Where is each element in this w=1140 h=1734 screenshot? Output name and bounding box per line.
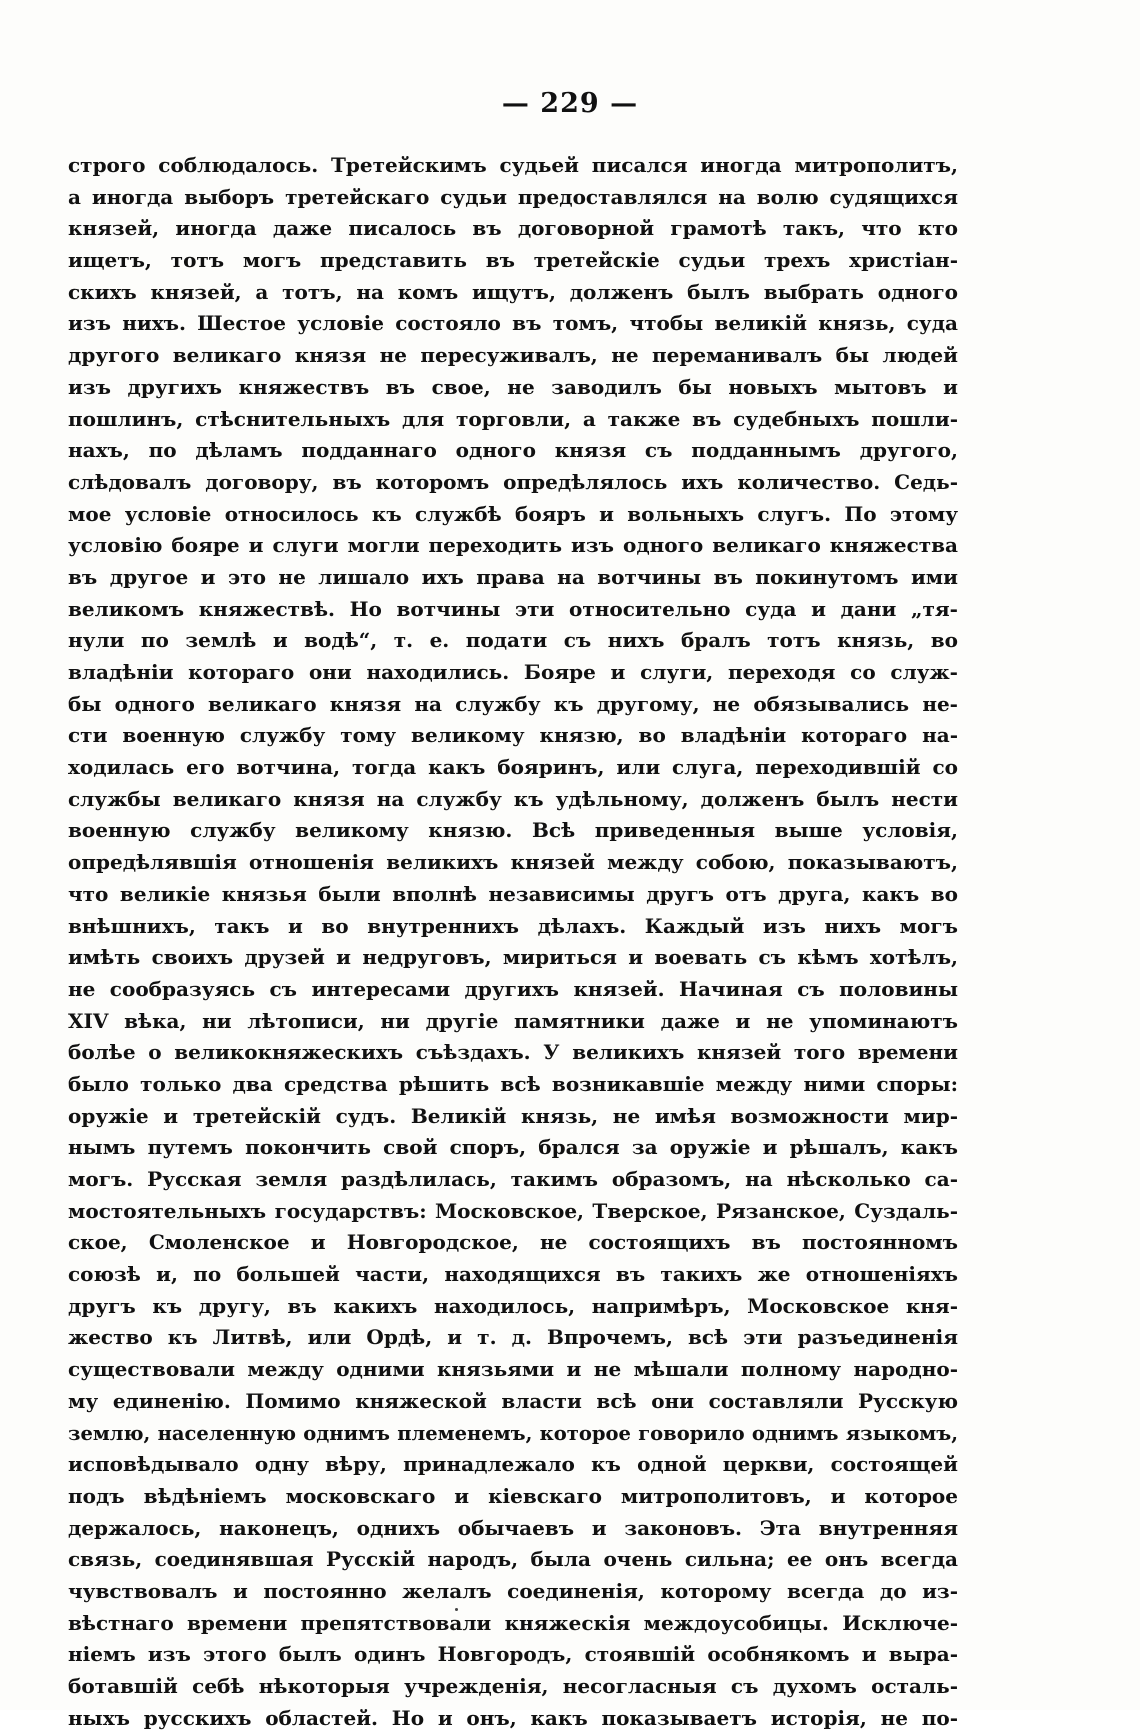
text-line: чувствовалъ и постоянно желалъ соединенія, которому всегда до из- [68,1578,958,1603]
text-line: другъ къ другу, въ какихъ находилось, напримѣръ, Московское кня- [68,1293,958,1318]
text-line: пошлинъ, стѣснительныхъ для торговли, а также въ судебныхъ пошли- [68,406,958,431]
text-line: существовали между одними князьями и не мѣшали полному народно- [68,1357,958,1382]
text-line: ніемъ изъ этого былъ одинъ Новгородъ, стоявшій особнякомъ и выра- [68,1642,958,1667]
text-line: болѣе о великокняжескихъ съѣздахъ. У великихъ князей того времени [68,1040,958,1065]
text-line: сти военную службу тому великому князю, во владѣніи котораго на- [68,723,958,748]
text-line: службы великаго князя на службу къ удѣльному, долженъ былъ нести [68,786,958,811]
text-line: ходилась его вотчина, тогда какъ бояринъ, или слуга, переходившій со [68,755,958,780]
text-line: что великіе князья были вполнѣ независимы другъ отъ друга, какъ во [68,881,958,906]
text-line: не сообразуясь съ интересами другихъ князей. Начиная съ половины [68,976,958,1001]
text-line: въ другое и это не лишало ихъ права на вотчины въ покинутомъ ими [68,564,958,589]
text-line: строго соблюдалось. Третейскимъ судьей писался иногда митрополитъ, [68,153,958,177]
page-number: — 229 — [501,88,639,119]
text-line: внѣшнихъ, такъ и во внутреннихъ дѣлахъ. Каждый изъ нихъ могъ [68,913,958,938]
text-line: ское, Смоленское и Новгородское, не состоящихъ въ постоянномъ [68,1230,958,1255]
text-line: бы одного великаго князя на службу къ другому, не обязывались не- [68,691,958,716]
text-line: опредѣлявшія отношенія великихъ князей между собою, показываютъ, [68,850,958,875]
text-line: связь, соединявшая Русскій народъ, была очень сильна; ее онъ всегда [68,1547,958,1572]
print-speck [455,1608,458,1611]
text-line: а иногда выборъ третейскаго судьи предоставлялся на волю судящихся [68,184,958,209]
text-line: землю, населенную однимъ племенемъ, которое говорило однимъ языкомъ, [68,1421,958,1445]
text-line: ищетъ, тотъ могъ представить въ третейскіе судьи трехъ христіан- [68,248,958,273]
text-line: нахъ, по дѣламъ подданнаго одного князя съ подданнымъ другого, [68,438,958,463]
text-line: изъ нихъ. Шестое условіе состояло въ томъ, чтобы великій князь, суда [68,311,958,336]
text-line: исповѣдывало одну вѣру, принадлежало къ одной церкви, состоящей [68,1452,958,1477]
text-line: му единенію. Помимо княжеской власти всѣ они составляли Русскую [68,1388,958,1413]
text-line: владѣніи котораго они находились. Бояре и слуги, переходя со служ- [68,660,958,684]
text-line: нымъ путемъ покончить свой споръ, брался за оружіе и рѣшалъ, какъ [68,1135,958,1160]
text-line: было только два средства рѣшить всѣ возникавшіе между ними споры: [68,1071,958,1096]
text-line: ныхъ русскихъ областей. Но и онъ, какъ показываетъ исторія, не по- [68,1705,958,1730]
text-line: подъ вѣдѣніемъ московскаго и кіевскаго митрополитовъ, и которое [68,1483,958,1508]
text-line: другого великаго князя не пересуживалъ, не переманивалъ бы людей [68,343,958,368]
text-line: скихъ князей, а тотъ, на комъ ищутъ, долженъ былъ выбрать одного [68,279,958,304]
text-line: князей, иногда даже писалось въ договорной грамотѣ такъ, что кто [68,216,958,241]
text-line: держалось, наконецъ, однихъ обычаевъ и законовъ. Эта внутренняя [68,1515,958,1540]
text-line: нули по землѣ и водѣ“, т. е. подати съ нихъ бралъ тотъ князь, во [68,628,958,653]
text-line: мое условіе относилось къ службѣ бояръ и вольныхъ слугъ. По этому [68,501,958,526]
text-line: имѣть своихъ друзей и недруговъ, мириться и воевать съ кѣмъ хотѣлъ, [68,945,958,970]
text-line: великомъ княжествѣ. Но вотчины эти относительно суда и дани „тя- [68,596,958,621]
text-line: изъ другихъ княжествъ въ свое, не заводилъ бы новыхъ мытовъ и [68,374,958,399]
text-line: ботавшій себѣ нѣкоторыя учрежденія, несогласныя съ духомъ осталь- [68,1674,958,1698]
text-line: могъ. Русская земля раздѣлилась, такимъ образомъ, на нѣсколько са- [68,1167,958,1191]
text-line: оружіе и третейскій судъ. Великій князь, не имѣя возможности мир- [68,1103,958,1128]
text-line: мостоятельныхъ государствъ: Московское, Тверское, Рязанское, Суздаль- [68,1198,958,1223]
text-line: условію бояре и слуги могли переходить изъ одного великаго княжества [68,533,958,558]
text-line: военную службу великому князю. Всѣ приведенныя выше условія, [68,818,958,843]
text-line: вѣстнаго времени препятствовали княжескія междоусобицы. Исключе- [68,1610,958,1635]
text-line: XIV вѣка, ни лѣтописи, ни другіе памятники даже и не упоминаютъ [68,1008,958,1033]
text-line: жество къ Литвѣ, или Ордѣ, и т. д. Впрочемъ, всѣ эти разъединенія [68,1325,958,1350]
text-line: союзѣ и, по большей части, находящихся въ такихъ же отношеніяхъ [68,1262,958,1287]
body-text [68,150,958,1734]
text-line: слѣдовалъ договору, въ которомъ опредѣлялось ихъ количество. Седь- [68,469,958,494]
